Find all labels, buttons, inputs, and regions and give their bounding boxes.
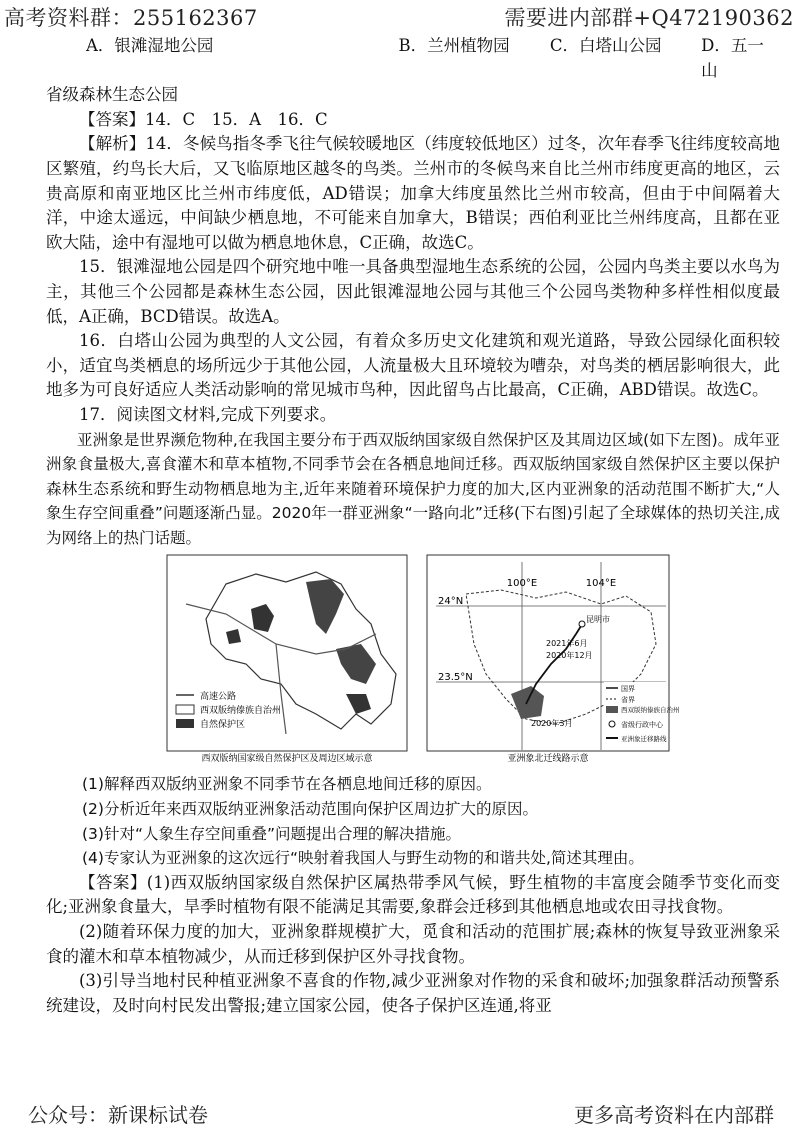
map-right [426, 554, 680, 765]
answer-14-16: 【答案】14．C 15．A 16．C [79, 109, 328, 129]
options-row [46, 34, 780, 83]
legend-item-border: 国界 [621, 685, 635, 694]
lon-label-104e: 104°E [585, 578, 617, 590]
label-2021-06: 2021年6月 [546, 639, 588, 649]
footer-left: 公众号：新课标试卷 [28, 1103, 208, 1127]
map-left [166, 554, 408, 764]
kunming-marker [579, 621, 585, 627]
label-2020-03: 2020年3月 [531, 719, 573, 729]
legend-item-xsbn: 西双版纳傣族自治州 [621, 706, 680, 715]
lat-label-24n: 24°N [438, 596, 464, 608]
legend-item-capital: 省级行政中心 [621, 721, 663, 730]
question-17-1: (1)解释西双版纳亚洲象不同季节在各栖息地间迁移的原因。 [82, 775, 492, 794]
label-kunming: 昆明市 [586, 615, 610, 625]
figures [46, 554, 780, 766]
explanation-16: 16．白塔山公园为典型的人文公园，有着众多历史文化建筑和观光道路，导致公园绿化面积较小，适宜鸟类栖息的场所远少于其他公园，人流量极大且环境较为嘈杂，对鸟类的栖居影响很大，此地多为可良好适应人类活动影响的常见城市鸟种，因此留鸟占比最高，C正确，ABD错误。故选C。 [46, 331, 780, 400]
header-left: 高考资料群：255162367 [4, 6, 258, 30]
question-17-2: (2)分析近年来西双版纳亚洲象活动范围向保护区周边扩大的原因。 [82, 800, 538, 819]
map-right-svg [426, 554, 680, 765]
legend-item-province-line: 省界 [621, 696, 635, 705]
lon-label-100e: 100°E [506, 578, 538, 590]
answer-17-2: (2)随着环保力度的加大，亚洲象群规模扩大，觅食和活动的范围扩展;森林的恢复导致亚洲象采食的灌木和草本植物减少，从而迁移到保护区外寻找食物。 [46, 922, 780, 966]
page-content [46, 34, 780, 1018]
legend-item-reserve: 自然保护区 [200, 720, 246, 731]
answer-17-3: (3)引导当地村民种植亚洲象不喜食的作物,减少亚洲象对作物的采食和破坏;加强象群活动预警系统建设，及时向村民发出警报;建立国家公园，使各子保护区连通,将亚 [46, 971, 780, 1015]
legend-item-prefecture: 西双版纳傣族自治州 [200, 706, 282, 717]
explanation-14: 【解析】14．冬候鸟指冬季飞往气候较暖地区（纬度较低地区）过冬，次年春季飞往纬度较高地区繁殖，约鸟长大后，又飞临原地区越冬的鸟类。兰州市的冬候鸟来自比兰州市纬度更高的地区，云贵高原和南亚地区比兰州市纬度低，AD错误；加拿大纬度虽然比兰州市较高，但由于中间隔着大洋，中途太遥远，中间缺少栖息地，不可能来自加拿大，B错误；西伯利亚比兰州纬度高，且都在亚欧大陆，途中有湿地可以做为栖息地休息，C正确，故选C。 [46, 134, 780, 252]
map-left-svg [166, 554, 408, 764]
lat-label-23-5n: 23.5°N [438, 672, 473, 684]
legend-item-highway: 高速公路 [200, 692, 237, 703]
question-17-4: (4)专家认为亚洲象的这次远行“映射着我国人与野生动物的和谐共处,简述其理由。 [82, 849, 644, 868]
label-2020-12: 2020年12月 [546, 651, 593, 661]
question-17-material: 亚洲象是世界濒危物种,在我国主要分布于西双版纳国家级自然保护区及其周边区域(如下左图)。成年亚洲象食量极大,喜食灌木和草本植物,不同季节会在各栖息地间迁移。西双版纳国家级自然保护区主要以保护森林生态系统和野生动物栖息地为主,近年来随着环境保护力度的加大,区内亚洲象的活动范围不断扩大,“人象生存空间重叠”问题逐渐凸显。2020年一群亚洲象“一路向北”迁移(下右图)引起了全球媒体的热切关注,成为网络上的热门话题。 [46, 430, 780, 547]
legend-item-route: 亚洲象迁移路线 [621, 735, 667, 744]
map-left-caption: 西双版纳国家级自然保护区及周边区域示意 [201, 754, 373, 765]
question-17-3: (3)针对“人象生存空间重叠”问题提出合理的解决措施。 [82, 824, 462, 843]
answer-17-1: 【答案】(1)西双版纳国家级自然保护区属热带季风气候，野生植物的丰富度会随季节变化而变化;亚洲象食量大，旱季时植物有限不能满足其需要,象群会迁移到其他栖息地或农田寻找食物。 [46, 872, 780, 917]
option-d: D．五一山 [701, 36, 764, 80]
option-c: C．白塔山公园 [549, 36, 662, 55]
explanation-15: 15．银滩湿地公园是四个研究地中唯一具备典型湿地生态系统的公园，公园内鸟类主要以水鸟为主，其他三个公园都是森林生态公园，因此银滩湿地公园与其他三个公园鸟类物种多样性相似度最低，A正确，BCD错误。故选A。 [46, 257, 780, 326]
option-a: A．银滩湿地公园 [86, 36, 214, 55]
header-right: 需要进内部群+Q472190362 [504, 6, 794, 30]
option-d-continued: 省级森林生态公园 [46, 85, 178, 105]
option-b: B．兰州植物园 [398, 36, 510, 55]
question-17-title: 17．阅读图文材料,完成下列要求。 [79, 404, 337, 424]
map-right-caption: 亚洲象北迁线路示意 [507, 754, 589, 765]
footer-right: 更多高考资料在内部群 [574, 1103, 774, 1127]
